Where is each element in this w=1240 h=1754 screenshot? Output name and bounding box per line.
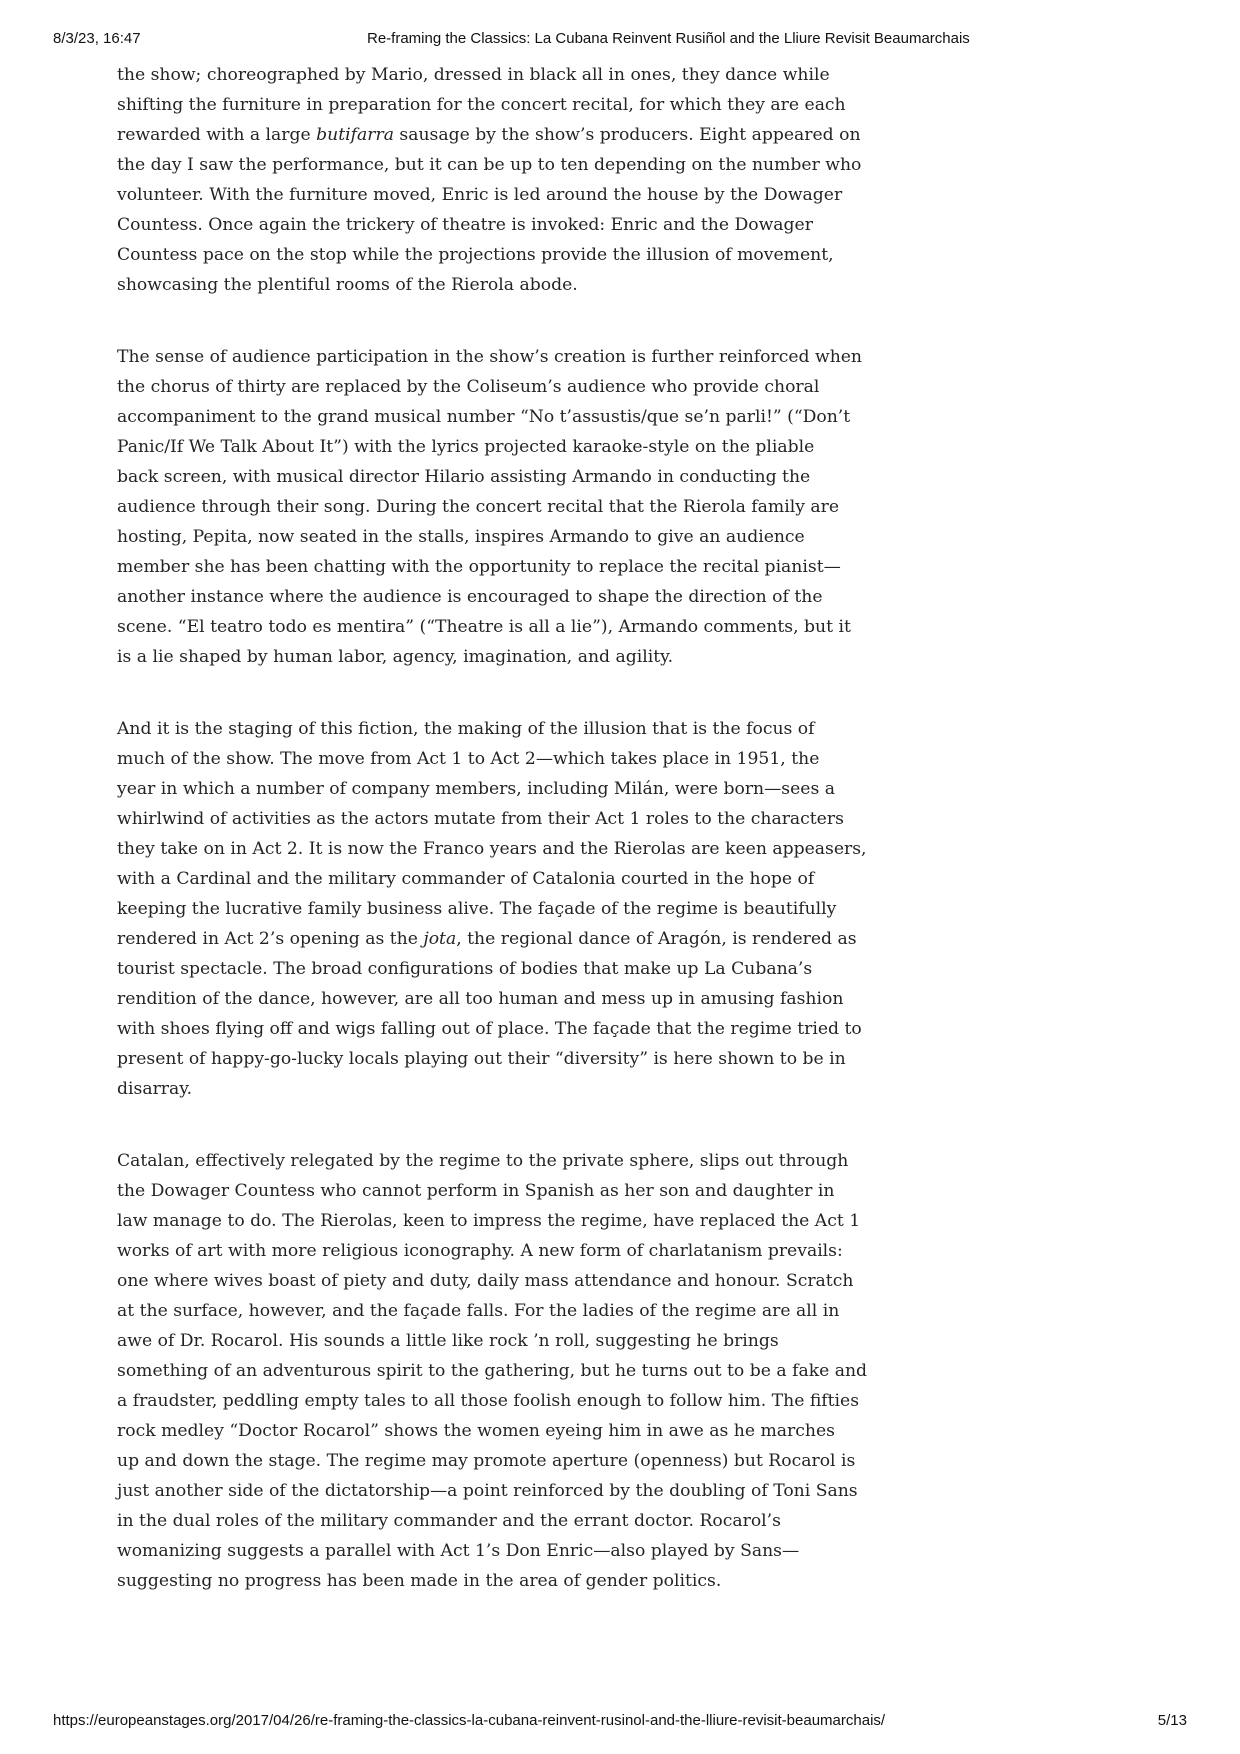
text-line: scene. “El teatro todo es mentira” (“Theatre is all a lie”), Armando comments, but it — [117, 617, 851, 637]
text-line: a fraudster, peddling empty tales to all those foolish enough to follow him. The fifties — [117, 1391, 860, 1411]
text-segment: rewarded with a large — [117, 125, 317, 145]
text-line: the show; choreographed by Mario, dressed in black all in ones, they dance while — [117, 65, 830, 85]
text-line: works of art with more religious iconography. A new form of charlatanism prevails: — [117, 1241, 843, 1261]
text-line: suggesting no progress has been made in the area of gender politics. — [117, 1571, 722, 1591]
paragraph — [117, 60, 862, 300]
text-line: member she has been chatting with the opportunity to replace the recital pianist— — [117, 557, 841, 577]
text-line: with a Cardinal and the military commander of Catalonia courted in the hope of — [117, 869, 815, 889]
text-line: disarray. — [117, 1079, 193, 1099]
text-line: Countess. Once again the trickery of theatre is invoked: Enric and the Dowager — [117, 215, 813, 235]
text-line: womanizing suggests a parallel with Act 1’s Don Enric—also played by Sans— — [117, 1541, 800, 1561]
text-line: rock medley “Doctor Rocarol” shows the women eyeing him in awe as he marches — [117, 1421, 835, 1441]
text-line: showcasing the plentiful rooms of the Rierola abode. — [117, 275, 578, 295]
text-line — [117, 924, 857, 954]
page-number: 5/13 — [1157, 1712, 1187, 1729]
text-line: Countess pace on the stop while the projections provide the illusion of movement, — [117, 245, 834, 265]
text-line: tourist spectacle. The broad configurations of bodies that make up La Cubana’s — [117, 959, 813, 979]
text-line: the Dowager Countess who cannot perform in Spanish as her son and daughter in — [117, 1181, 835, 1201]
article-body — [117, 60, 868, 1596]
text-line: they take on in Act 2. It is now the Franco years and the Rierolas are keen appeasers, — [117, 839, 867, 859]
text-line: hosting, Pepita, now seated in the stalls, inspires Armando to give an audience — [117, 527, 805, 547]
text-line: awe of Dr. Rocarol. His sounds a little like rock ’n roll, suggesting he brings — [117, 1331, 779, 1351]
text-line: something of an adventurous spirit to the gathering, but he turns out to be a fake and — [117, 1361, 868, 1381]
text-line: rendition of the dance, however, are all too human and mess up in amusing fashion — [117, 989, 844, 1009]
print-header — [0, 30, 1240, 52]
text-line: is a lie shaped by human labor, agency, imagination, and agility. — [117, 647, 674, 667]
page-url[interactable]: https://europeanstages.org/2017/04/26/re-framing-the-classics-la-cubana-reinvent-rusinol-and-the-lliure-revisit-beaumarchais/ — [53, 1712, 886, 1729]
text-line: Catalan, effectively relegated by the regime to the private sphere, slips out through — [117, 1151, 849, 1171]
text-line: whirlwind of activities as the actors mutate from their Act 1 roles to the characters — [117, 809, 844, 829]
text-segment: , the regional dance of Aragón, is rendered as — [456, 929, 857, 949]
text-line: the day I saw the performance, but it can be up to ten depending on the number who — [117, 155, 862, 175]
print-page-title: Re-framing the Classics: La Cubana Reinvent Rusiñol and the Lliure Revisit Beaumarchais — [367, 30, 970, 47]
text-line: shifting the furniture in preparation for the concert recital, for which they are each — [117, 95, 846, 115]
text-line: the chorus of thirty are replaced by the Coliseum’s audience who provide choral — [117, 377, 820, 397]
italic-term: jota — [423, 929, 457, 949]
text-line: year in which a number of company members, including Milán, were born—sees a — [117, 779, 835, 799]
text-line: with shoes flying off and wigs falling out of place. The façade that the regime tried to — [117, 1019, 862, 1039]
text-line: one where wives boast of piety and duty, daily mass attendance and honour. Scratch — [117, 1271, 854, 1291]
text-line: present of happy-go-lucky locals playing out their “diversity” is here shown to be in — [117, 1049, 846, 1069]
text-line — [117, 120, 861, 150]
italic-term: butifarra — [316, 125, 394, 145]
text-line: much of the show. The move from Act 1 to Act 2—which takes place in 1951, the — [117, 749, 820, 769]
text-line: just another side of the dictatorship—a point reinforced by the doubling of Toni Sans — [117, 1481, 858, 1501]
text-segment: rendered in Act 2’s opening as the — [117, 929, 424, 949]
paragraph — [117, 1146, 868, 1596]
text-line: And it is the staging of this fiction, the making of the illusion that is the focus of — [117, 719, 815, 739]
text-line: keeping the lucrative family business alive. The façade of the regime is beautifully — [117, 899, 837, 919]
text-line: at the surface, however, and the façade falls. For the ladies of the regime are all in — [117, 1301, 840, 1321]
text-line: volunteer. With the furniture moved, Enric is led around the house by the Dowager — [117, 185, 843, 205]
print-footer — [0, 1712, 1240, 1734]
text-line: in the dual roles of the military commander and the errant doctor. Rocarol’s — [117, 1511, 781, 1531]
text-line: back screen, with musical director Hilario assisting Armando in conducting the — [117, 467, 811, 487]
print-datetime: 8/3/23, 16:47 — [53, 30, 141, 47]
text-line: accompaniment to the grand musical number “No t’assustis/que se’n parli!” (“Don’t — [117, 407, 851, 427]
text-line: Panic/If We Talk About It”) with the lyrics projected karaoke-style on the pliable — [117, 437, 815, 457]
text-line: law manage to do. The Rierolas, keen to impress the regime, have replaced the Act 1 — [117, 1211, 861, 1231]
text-line: up and down the stage. The regime may promote aperture (openness) but Rocarol is — [117, 1451, 856, 1471]
paragraph — [117, 342, 863, 672]
text-line: The sense of audience participation in the show’s creation is further reinforced when — [117, 347, 863, 367]
text-segment: sausage by the show’s producers. Eight appeared on — [393, 125, 861, 145]
paragraph — [117, 714, 867, 1104]
text-line: audience through their song. During the concert recital that the Rierola family are — [117, 497, 840, 517]
text-line: another instance where the audience is encouraged to shape the direction of the — [117, 587, 823, 607]
